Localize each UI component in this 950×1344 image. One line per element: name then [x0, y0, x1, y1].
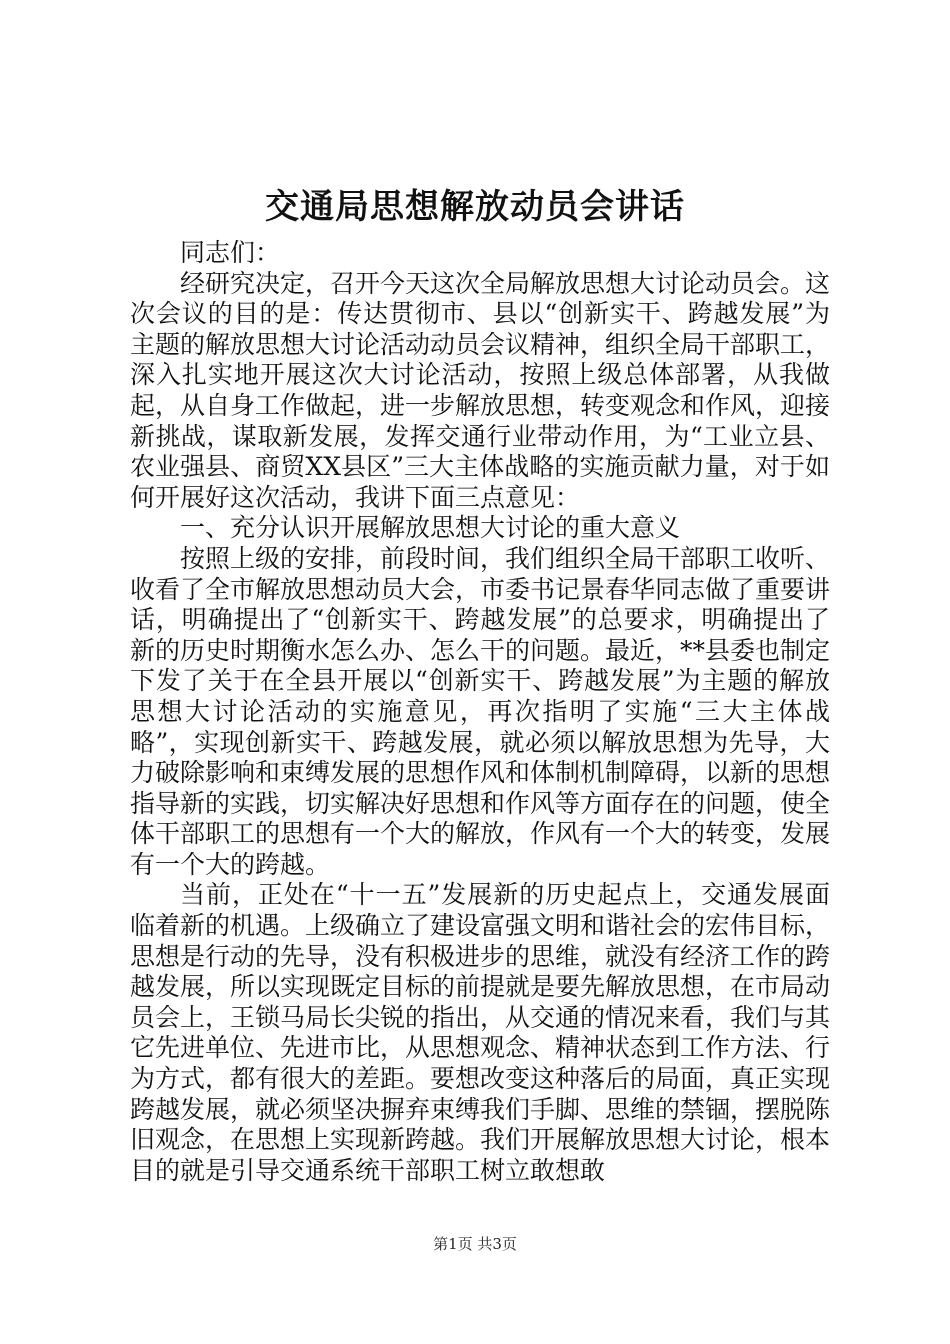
- salutation-paragraph: 同志们：: [180, 238, 281, 267]
- page-number-footer: 第1页 共3页: [433, 1235, 517, 1253]
- body-paragraph: 当前，正处在“十一五”发展新的历史起点上，交通发展面临着新的机遇。上级确立了建设富强文明和谐社会的宏伟目标，思想是行动的先导，没有积极进步的思维，就没有经济工作的跨越发展，所以实现既定目标的前提就是要先解放思想，在市局动员会上，王锁马局长尖锐的指出，从交通的情况来看，我们与其它先进单位、先进市比，从思想观念、精神状态到工作方法、行为方式，都有很大的差距。要想改变这种落后的局面，真正实现跨越发展，就必须坚决摒弃束缚我们手脚、思维的禁锢，摆脱陈旧观念，在思想上实现新跨越。我们开展解放思想大讨论，根本目的就是引导交通系统干部职工树立敢想敢: [130, 880, 831, 1185]
- document-title: 交通局思想解放动员会讲话: [265, 187, 685, 227]
- body-paragraph: 按照上级的安排，前段时间，我们组织全局干部职工收听、收看了全市解放思想动员大会，市委书记景春华同志做了重要讲话，明确提出了“创新实干、跨越发展”的总要求，明确提出了新的历史时期衡水怎么办、怎么干的问题。最近，**县委也制定下发了关于在全县开展以“创新实干、跨越发展”为主题的解放思想大讨论活动的实施意见，再次指明了实施“三大主体战略”，实现创新实干、跨越发展，就必须以解放思想为先导，大力破除影响和束缚发展的思想作风和体制机制障碍，以新的思想指导新的实践，切实解决好思想和作风等方面存在的问题，使全体干部职工的思想有一个大的解放，作风有一个大的转变，发展有一个大的跨越。: [130, 543, 831, 879]
- section-heading: 一、充分认识开展解放思想大讨论的重大意义: [180, 513, 681, 543]
- intro-paragraph: 经研究决定，召开今天这次全局解放思想大讨论动员会。这次会议的目的是：传达贯彻市、县以“创新实干、跨越发展”为主题的解放思想大讨论活动动员会议精神，组织全局干部职工，深入扎实地开展这次大讨论活动，按照上级总体部署，从我做起，从自身工作做起，进一步解放思想，转变观念和作风，迎接新挑战，谋取新发展，发挥交通行业带动作用，为“工业立县、农业强县、商贸XX县区”三大主体战略的实施贡献力量，对于如何开展好这次活动，我讲下面三点意见：: [130, 268, 831, 512]
- document-body: [130, 238, 830, 1186]
